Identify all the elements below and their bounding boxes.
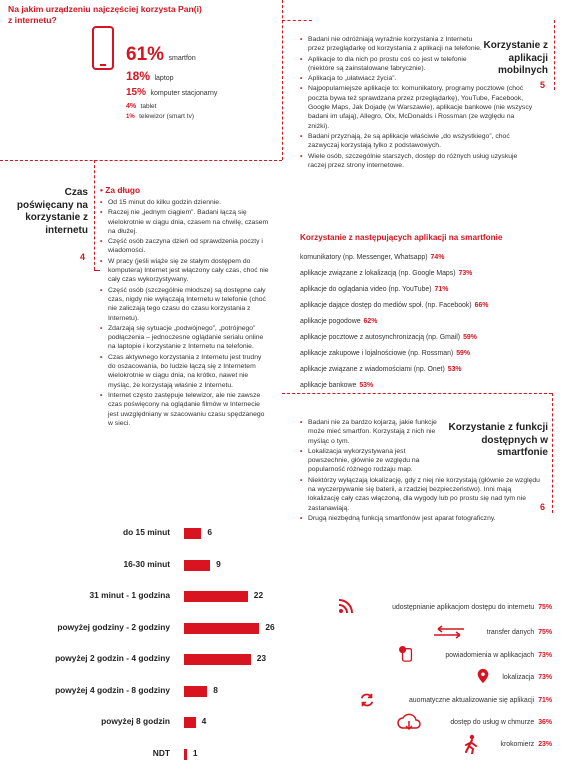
bar bbox=[184, 528, 201, 539]
device-question: Na jakim urządzeniu najczęściej korzysta Pan(i) z internetu? bbox=[8, 4, 202, 25]
bullet: • Badani przyznają, że są aplikacje właściwie „do wszystkiego”, choć zazwyczaj korzystają tylko z podstawowych. bbox=[300, 132, 535, 151]
bar-label: 31 minut - 1 godzina bbox=[89, 590, 170, 600]
bar bbox=[184, 591, 248, 602]
device-stats bbox=[126, 44, 286, 124]
feature-item: powiadomienia w aplikacjach 73% bbox=[445, 652, 552, 659]
bullet: • W pracy (jeśli wiąże się ze stałym dostępem do komputera) Internet jest włączony cały czas, choć nie cały czas wykorzystywany. bbox=[100, 257, 270, 285]
list-item: aplikacje zakupowe i lojalnościowe (np. Rossman) 59% bbox=[300, 350, 470, 357]
bar-label: 16-30 minut bbox=[123, 558, 170, 569]
feature-item: auomatyczne aktualizowanie się aplikacji 71% bbox=[408, 697, 552, 704]
section-title-time: Czas poświęcany na korzystanie z internetu bbox=[16, 187, 88, 236]
list-item: aplikacje pogodowe 62% bbox=[300, 318, 378, 325]
list-item: aplikacje bankowe 53% bbox=[300, 382, 374, 389]
bar-value: 23 bbox=[256, 653, 267, 663]
list-item: aplikacje dające dostęp do mediów społ. (np. Facebook) 66% bbox=[300, 302, 489, 309]
bullet: • Badani nie za bardzo kojarzą, jakie funkcje może mieć smartfon. Korzystają z nich nie myśląc o tym. bbox=[300, 418, 440, 446]
bar-label: powyżej 8 godzin bbox=[101, 716, 170, 726]
device-pct: 1% bbox=[126, 114, 135, 120]
divider bbox=[552, 393, 553, 513]
bullet: • Internet często zastępuje telewizor, ale nie zawsze czas poświęcony na oglądanie filmów w Internecie jest uwzględniany w szacowaniu czasu spędzanego w sieci. bbox=[100, 391, 270, 428]
bullet: • Od 15 minut do kilku godzin dziennie. bbox=[100, 198, 270, 207]
bar-value: 9 bbox=[216, 558, 221, 569]
device-label: komputer stacjonarny bbox=[150, 90, 218, 97]
section-number: 6 bbox=[540, 502, 546, 512]
transfer-arrows-icon bbox=[432, 624, 466, 640]
bullet: • Część osób zaczyna dzień od sprawdzenia poczty i wiadomości. bbox=[100, 237, 270, 256]
time-heading: • Za długo bbox=[100, 185, 141, 195]
bar bbox=[184, 560, 210, 571]
list-item: aplikacje pocztowe z autosynchronizacją (np. Gmail) 59% bbox=[300, 334, 477, 341]
feature-item: dostęp do usług w chmurze 36% bbox=[450, 719, 552, 726]
bullet: • Aplikacje to dla nich po prostu coś co jest w telefonie (niektóre są zainstalowane fabrycznie). bbox=[300, 55, 485, 74]
feature-item: krokomierz 23% bbox=[500, 741, 552, 748]
cloud-icon bbox=[396, 712, 422, 732]
bar bbox=[184, 749, 187, 760]
bullet: • Badani nie odróżniają wyraźnie korzystania z Internetu przez przeglądarkę od korzystania z aplikacji na telefonie. bbox=[300, 35, 485, 54]
bullet: • Najpopularniejsze aplikacje to: komunikatory, programy pocztowe (choć poczta bywa też sprawdzana przez przeglądarkę), YouTube, Facebook, Google Maps, Jak Dojadę (w Warszawie), aplikacje bankowe (nie wszyscy badani im ufają), Allegro, Olx, McDonalds i Rossman (ze względu na zniżki). bbox=[300, 84, 535, 130]
bar-value: 1 bbox=[192, 747, 198, 758]
list-item: komunikatory (np. Messenger, Whatsapp) 74% bbox=[300, 254, 445, 261]
device-label: telewizor (smart tv) bbox=[139, 113, 195, 120]
bar-value: 6 bbox=[207, 527, 213, 537]
divider bbox=[282, 393, 552, 394]
bar-value: 22 bbox=[253, 590, 264, 600]
walking-icon bbox=[462, 734, 480, 754]
feature-item: udostępnianie aplikacjom dostępu do internetu 75% bbox=[392, 604, 552, 611]
device-pct: 15% bbox=[126, 87, 147, 98]
time-bullets bbox=[100, 198, 270, 429]
bar-label: powyżej 4 godzin - 8 godziny bbox=[55, 684, 170, 695]
bar bbox=[184, 623, 259, 634]
divider bbox=[282, 20, 312, 21]
notification-icon bbox=[398, 646, 416, 662]
section-number: 5 bbox=[540, 80, 546, 90]
section-number: 4 bbox=[80, 252, 86, 262]
divider bbox=[554, 20, 555, 90]
divider bbox=[94, 160, 95, 270]
bar bbox=[184, 717, 196, 728]
bullet: • Czas aktywnego korzystania z Internetu jest trudny do oszacowania, bo ludzie łączą się z Internetem wielokrotnie w ciągu dnia, na krótko, nawet nie myśląc, że korzystają właśnie z Internetu. bbox=[100, 353, 270, 390]
device-pct: 4% bbox=[126, 103, 137, 110]
bullet: • Raczej nie „jednym ciągiem”. Badani łączą się wielokrotnie w ciągu dnia, czasem na chwilę, czasem na dłużej. bbox=[100, 208, 270, 236]
bar-label: do 15 minut bbox=[123, 527, 170, 537]
bar-label: NDT bbox=[152, 747, 170, 758]
apps-list-title: Korzystanie z następujących aplikacji na smartfonie bbox=[300, 233, 503, 242]
bar-value: 8 bbox=[213, 684, 218, 695]
smartphone-icon bbox=[92, 26, 114, 70]
bullet: • Zdarzają się sytuacje „podwójnego”, „potrójnego” podłączenia – jednoczesne oglądanie serialu online na laptopie i korzystanie z Internetu na telefonie. bbox=[100, 324, 270, 352]
feature-item: lokalizacja 73% bbox=[502, 674, 552, 681]
bullet: • Drugą niezbędną funkcją smartfonów jest aparat fotograficzny. bbox=[300, 514, 540, 523]
bar-label: powyżej 2 godzin - 4 godziny bbox=[55, 653, 170, 663]
device-label: laptop bbox=[154, 75, 174, 82]
bullet: • Lokalizacja wykorzystywana jest powszechnie, głównie ze względu na popularność różnego rodzaju map. bbox=[300, 447, 440, 475]
device-pct: 61% bbox=[126, 44, 165, 65]
bar-value: 4 bbox=[201, 716, 207, 726]
section-title-features: Korzystanie z funkcji dostępnych w smartfonie bbox=[448, 422, 548, 458]
device-label: tablet bbox=[140, 103, 157, 110]
bullet: • Niektórzy wyłączają lokalizację, gdy z niej nie korzystają (głównie ze względu na wyczerpywanie się baterii, a rzadziej bezpieczeństwo). Inni mają lokalizację cały czas włączoną, dla wygody lub po prostu się nad tym nie zastanawiają. bbox=[300, 476, 540, 513]
feature-item: transfer danych 75% bbox=[486, 629, 552, 636]
bar bbox=[184, 686, 207, 697]
bar-label: powyżej godziny - 2 godziny bbox=[57, 621, 170, 632]
section-title-apps: Korzystanie z aplikacji mobilnych bbox=[483, 40, 548, 76]
bullet: • Część osób (szczególnie młodsze) są dostępne cały czas, nigdy nie wyłączają Internetu w telefonie (choć nie zaliczają tego czasu do czasu korzystania z Internetu). bbox=[100, 286, 270, 323]
divider bbox=[282, 0, 283, 160]
location-pin-icon bbox=[474, 668, 492, 684]
list-item: aplikacje związane z wiadomościami (np. Onet) 53% bbox=[300, 366, 462, 373]
bar bbox=[184, 654, 251, 665]
device-pct: 18% bbox=[126, 69, 151, 83]
sync-icon bbox=[358, 692, 376, 708]
bar-value: 26 bbox=[265, 621, 275, 632]
device-label: smartfon bbox=[168, 55, 196, 62]
list-item: aplikacje do oglądania video (np. YouTube) 71% bbox=[300, 286, 449, 293]
bullet: • Aplikacja to „ułatwiacz życia”. bbox=[300, 74, 485, 83]
divider bbox=[0, 160, 282, 161]
wifi-icon bbox=[338, 598, 356, 614]
list-item: aplikacje związane z lokalizacją (np. Google Maps) 73% bbox=[300, 270, 473, 277]
bullet-dot: • bbox=[100, 185, 103, 195]
bullet: • Wiele osób, szczególnie starszych, dostęp do różnych usług uzyskuje raczej przez strony internetowe. bbox=[300, 152, 535, 171]
